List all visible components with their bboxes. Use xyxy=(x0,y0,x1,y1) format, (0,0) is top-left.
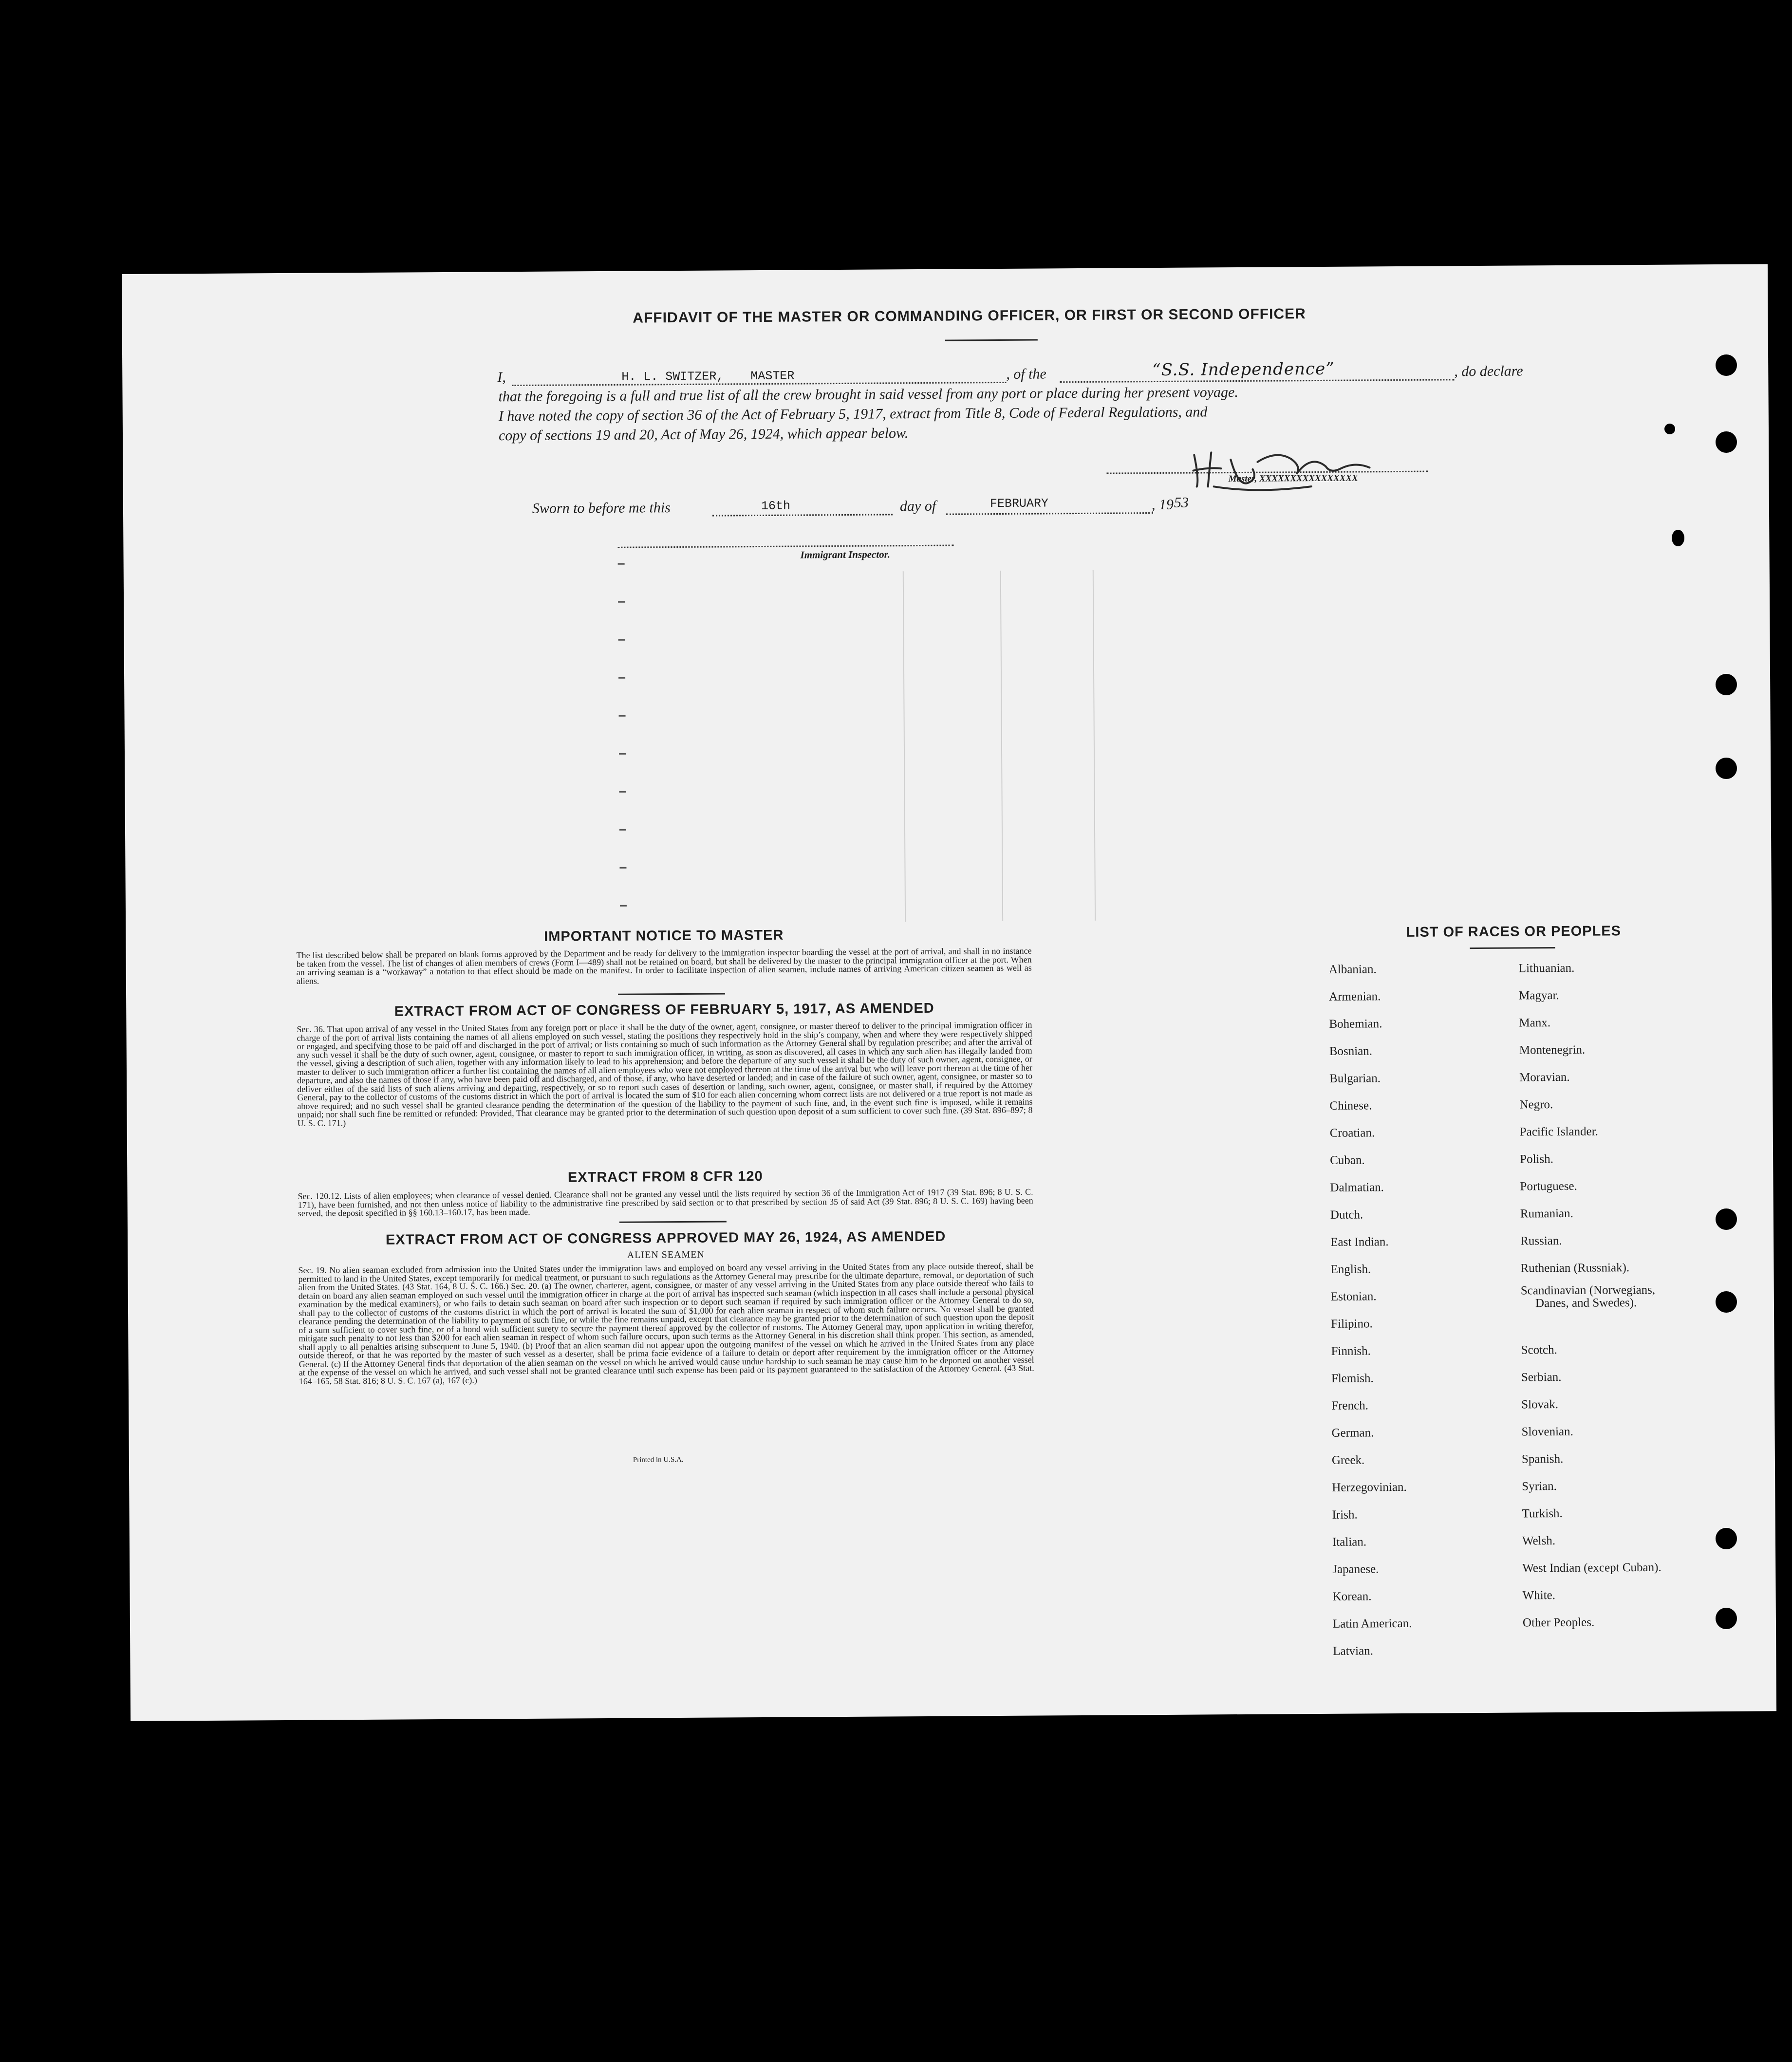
sworn-month: FEBRUARY xyxy=(989,496,1049,511)
month-dotted-line xyxy=(946,512,1153,515)
punch-hole xyxy=(1716,1208,1737,1230)
vessel-name: “S.S. Independence” xyxy=(1152,359,1335,380)
notice-title: IMPORTANT NOTICE TO MASTER xyxy=(544,927,784,945)
race-item: Scotch. xyxy=(1521,1343,1557,1357)
race-item: Dutch. xyxy=(1330,1208,1363,1222)
race-item: Slovenian. xyxy=(1521,1425,1573,1439)
inspector-dotted-line xyxy=(617,545,953,548)
master-rank: MASTER xyxy=(750,369,795,384)
race-item: Magyar. xyxy=(1519,988,1559,1003)
punch-hole xyxy=(1716,1291,1737,1313)
sworn-label: Sworn to before me this xyxy=(532,500,671,517)
race-item: Syrian. xyxy=(1522,1480,1557,1493)
punch-hole xyxy=(1716,758,1737,779)
extract-1924-subtitle: ALIEN SEAMEN xyxy=(627,1249,705,1261)
race-item: Polish. xyxy=(1520,1152,1554,1166)
punch-hole xyxy=(1716,1608,1737,1629)
declaration-line-3: I have noted the copy of section 36 of the Act of February 5, 1917, extract from Title 8, Code of Federal Regulations, and xyxy=(498,404,1208,425)
race-item: Cuban. xyxy=(1330,1153,1365,1167)
race-item: Montenegrin. xyxy=(1519,1043,1586,1057)
race-item: Turkish. xyxy=(1522,1506,1563,1521)
race-item: Welsh. xyxy=(1522,1534,1556,1548)
race-item: Manx. xyxy=(1519,1016,1551,1030)
punch-hole xyxy=(1716,1528,1737,1549)
race-item: Russian. xyxy=(1520,1234,1562,1248)
race-item: Greek. xyxy=(1331,1453,1365,1467)
affidavit-title: AFFIDAVIT OF THE MASTER OR COMMANDING OFFICER, OR FIRST OR SECOND OFFICER xyxy=(633,306,1306,326)
column-line xyxy=(1093,570,1096,921)
document-page xyxy=(122,264,1776,1721)
race-item: West Indian (except Cuban). xyxy=(1522,1560,1661,1575)
race-item: White. xyxy=(1522,1589,1556,1602)
column-line xyxy=(1000,571,1003,921)
race-item: Spanish. xyxy=(1521,1452,1564,1466)
cfr-rule xyxy=(619,1221,727,1223)
do-declare-label: , do declare xyxy=(1454,363,1523,380)
race-item: English. xyxy=(1330,1263,1371,1276)
race-item: Bohemian. xyxy=(1329,1017,1382,1031)
race-item: Korean. xyxy=(1332,1590,1372,1603)
race-item: Finnish. xyxy=(1331,1344,1371,1358)
punch-hole xyxy=(1716,674,1737,695)
row-tick xyxy=(619,791,626,793)
race-item: Ruthenian (Russniak). xyxy=(1520,1261,1630,1275)
punch-hole xyxy=(1672,530,1684,546)
master-signature xyxy=(1184,439,1389,494)
race-item: Pacific Islander. xyxy=(1519,1125,1598,1139)
extract-1917-title: EXTRACT FROM ACT OF CONGRESS OF FEBRUARY 5, 1917, AS AMENDED xyxy=(394,1000,934,1020)
cfr-title: EXTRACT FROM 8 CFR 120 xyxy=(567,1168,763,1186)
day-of-label: day of xyxy=(899,498,936,515)
race-item: Latin American. xyxy=(1332,1616,1412,1631)
extract-1924-title: EXTRACT FROM ACT OF CONGRESS APPROVED MAY 26, 1924, AS AMENDED xyxy=(385,1228,946,1248)
row-tick xyxy=(618,563,625,565)
race-item: Chinese. xyxy=(1329,1099,1372,1113)
race-item: Irish. xyxy=(1332,1508,1358,1522)
extract-1917-body: Sec. 36. That upon arrival of any vessel in the United States from any foreign port or place it shall be the duty of the owner, agent, consignee, or master thereof to deliver to the principal immigration officer in charge of the port of arrival lists containing the names of all aliens employed on such vessel, stating the positions they respectively hold in the ship’s company, when and where they were respectively shipped or engaged, and specifying those to be paid off and discharged in the port of arrival; or lists containing so much of such information as the Attorney General shall by regulation prescribe; and after the arrival of any such vessel it shall be the duty of such owner, agent, consignee, or master to report to such immigration officer, in writing, as soon as discovered, all cases in which any such alien has illegally landed from the vessel, giving a description of such alien, together with any information likely to lead to his apprehension; and before the departure of any such vessel it shall be the duty of such owner, agent, consignee, or master to deliver to such immigration officer a further list containing the names of all alien employees who were not employed thereon at the time of the arrival but who will leave port thereon at the time of her departure, and also the names of those if any, who have been paid off and discharged, and of those, if any, who have deserted or landed; and in case of the failure of such owner, agent, consignee, or master so to deliver either of the said lists of such aliens arriving and departing, respectively, or so to report such cases of desertion or landing, such owner, agent, consignee, or master shall, if required by the Attorney General, pay to the collector of customs of the customs district in which the port of arrival is located the sum of $10 for each alien concerning whom correct lists are not delivered or a true report is not made as above required; and no such vessel shall be granted clearance pending the determination of the question of the liability to the payment of such fine, and, in the event such fine is imposed, while it remains unpaid; nor shall such fine be remitted or refunded: Provided, That clearance may be granted prior to the determination of such question upon deposit of a sum sufficient to cover such fine. (39 Stat. 896–897; 8 U. S. C. 171.) xyxy=(297,1020,1033,1128)
race-item: Slovak. xyxy=(1521,1398,1559,1412)
row-tick xyxy=(619,753,626,755)
race-item: Danes, and Swedes). xyxy=(1535,1296,1637,1310)
race-item: Moravian. xyxy=(1519,1070,1570,1084)
extract-1924-body: Sec. 19. No alien seaman excluded from admission into the United States under the immigration laws and employed on board any vessel arriving in the United States from any place outside thereof, shall be permitted to land in the United States, except temporarily for medical treatment, or pursuant to such regulations as the Attorney General may prescribe for the ultimate departure, removal, or deportation of such alien from the United States. (43 Stat. 164, 8 U. S. C. 166.) Sec. 20. (a) The owner, charterer, agent, consignee, or master of any vessel arriving in the United States from any place outside thereof who fails to detain on board any alien seaman employed on such vessel until the immigration officer in charge at the port of arrival has inspected such seaman (which inspection in all cases shall include a personal physical examination by the medical examiners), or who fails to detain such seaman on board after such inspection or to deport such seaman if required by such immigration officer or the Attorney General to do so, shall pay to the collector of customs of the customs district in which the port of arrival is located the sum of $1,000 for each alien seaman in respect of whom such failure occurs. No vessel shall be granted clearance pending the determination of the liability to payment of such fine, or while the fine remains unpaid, except that clearance may be granted prior to the determination of such question upon the deposit of a sum sufficient to cover such fine, or of a bond with sufficient surety to secure the payment thereof approved by the collector of customs. The Attorney General may, upon application in writing therefor, mitigate such penalty to not less than $200 for each alien seaman in respect of whom such failure occurs, upon such terms as the Attorney General in his discretion shall think proper. This section, as amended, shall apply to all penalties arising subsequent to June 5, 1940. (b) Proof that an alien seaman did not appear upon the outgoing manifest of the vessel on which he arrived in the United States from any place outside thereof, or that he was reported by the master of such vessel as a deserter, shall be prima facie evidence of a failure to detain or deport after requirement by the immigration officer or the Attorney General. (c) If the Attorney General finds that deportation of the alien seaman on the vessel on which he arrived would cause undue hardship to such seaman he may cause him to be deported on another vessel at the expense of the vessel on which he arrived, and such vessel shall not be granted clearance until such expense has been paid or its payment guaranteed to the satisfaction of the Attorney General. (43 Stat. 164–165, 58 Stat. 816; 8 U. S. C. 167 (a), 167 (c).) xyxy=(298,1261,1034,1386)
row-tick xyxy=(619,829,626,831)
row-tick xyxy=(618,639,625,641)
day-dotted-line xyxy=(712,514,893,516)
title-rule xyxy=(945,339,1038,341)
race-item: Bulgarian. xyxy=(1329,1072,1381,1085)
race-item: Filipino. xyxy=(1331,1317,1373,1331)
race-item: Croatian. xyxy=(1329,1126,1375,1140)
notice-rule xyxy=(618,993,725,995)
punch-hole xyxy=(1716,431,1737,453)
race-item: Italian. xyxy=(1332,1535,1367,1549)
races-title: LIST OF RACES OR PEOPLES xyxy=(1406,923,1622,940)
race-item: Portuguese. xyxy=(1520,1179,1577,1193)
race-item: Herzegovinian. xyxy=(1332,1480,1407,1494)
inspector-caption: Immigrant Inspector. xyxy=(800,548,891,561)
master-name: H. L. SWITZER, xyxy=(621,369,724,384)
printed-in-usa: Printed in U.S.A. xyxy=(633,1455,684,1464)
declaration-line-2: that the foregoing is a full and true list of all the crew brought in said vessel from any port or place during her present voyage. xyxy=(498,384,1238,405)
race-item: Flemish. xyxy=(1331,1372,1374,1385)
race-item: Rumanian. xyxy=(1520,1207,1573,1221)
notice-body: The list described below shall be prepared on blank forms approved by the Department and be ready for delivery to the immigration inspector boarding the vessel at the port of arrival, and shall in no instance be taken from the vessel. The list of changes of alien members of crews (Form I—489) shall not be retained on board, but shall be delivered by the master to the principal immigration officer at the port. When an arriving seaman is a “workaway” a notation to that effect should be made on the manifest. In order to facilitate inspection of alien seamen, include names of arriving American citizen seamen as well as aliens. xyxy=(296,946,1032,986)
race-item: Latvian. xyxy=(1333,1644,1374,1658)
row-tick xyxy=(619,715,626,717)
sworn-day: 16th xyxy=(761,499,791,513)
race-item: Lithuanian. xyxy=(1518,961,1575,975)
race-item: Negro. xyxy=(1519,1098,1553,1112)
year-prefix: , 19 xyxy=(1151,496,1174,513)
race-item: Serbian. xyxy=(1521,1370,1562,1384)
signature-caption: Master, XXXXXXXXXXXXXXXX xyxy=(1228,473,1358,484)
race-item: Armenian. xyxy=(1329,990,1381,1003)
cfr-body: Sec. 120.12. Lists of alien employees; when clearance of vessel denied. Clearance shall not be granted any vessel until the lists required by section 36 of the Immigration Act of 1917 (39 Stat. 896; 8 U. S. C. 171), have been furnished, and not then unless notice of liability to the administrative fine prescribed by said section or to that prescribed by section 35 of said Act (39 Stat. 896; 8 U. S. C. 169) having been served, the deposit specified in §§ 160.13–160.17, has been made. xyxy=(298,1187,1033,1218)
row-tick xyxy=(619,867,626,869)
races-rule xyxy=(1470,947,1555,949)
declaration-line-4: copy of sections 19 and 20, Act of May 26, 1924, which appear below. xyxy=(498,425,909,444)
column-line xyxy=(903,571,906,922)
race-item: East Indian. xyxy=(1330,1235,1389,1249)
of-the-label: , of the xyxy=(1006,366,1046,382)
race-item: Estonian. xyxy=(1330,1290,1377,1303)
vessel-dotted-line xyxy=(1060,379,1454,383)
race-item: Japanese. xyxy=(1332,1562,1379,1576)
race-item: French. xyxy=(1331,1399,1368,1412)
year-suffix: 53 xyxy=(1174,494,1189,511)
declarant-i-label: I, xyxy=(497,369,506,386)
race-item: German. xyxy=(1331,1426,1374,1440)
punch-hole xyxy=(1664,424,1675,434)
race-item: Bosnian. xyxy=(1329,1044,1373,1058)
row-tick xyxy=(618,677,625,679)
race-item: Dalmatian. xyxy=(1330,1181,1384,1194)
row-tick xyxy=(620,905,627,907)
race-item: Scandinavian (Norwegians, xyxy=(1520,1283,1656,1298)
row-tick xyxy=(618,601,625,603)
race-item: Other Peoples. xyxy=(1522,1616,1595,1630)
punch-hole xyxy=(1716,354,1737,376)
race-item: Albanian. xyxy=(1328,963,1377,976)
